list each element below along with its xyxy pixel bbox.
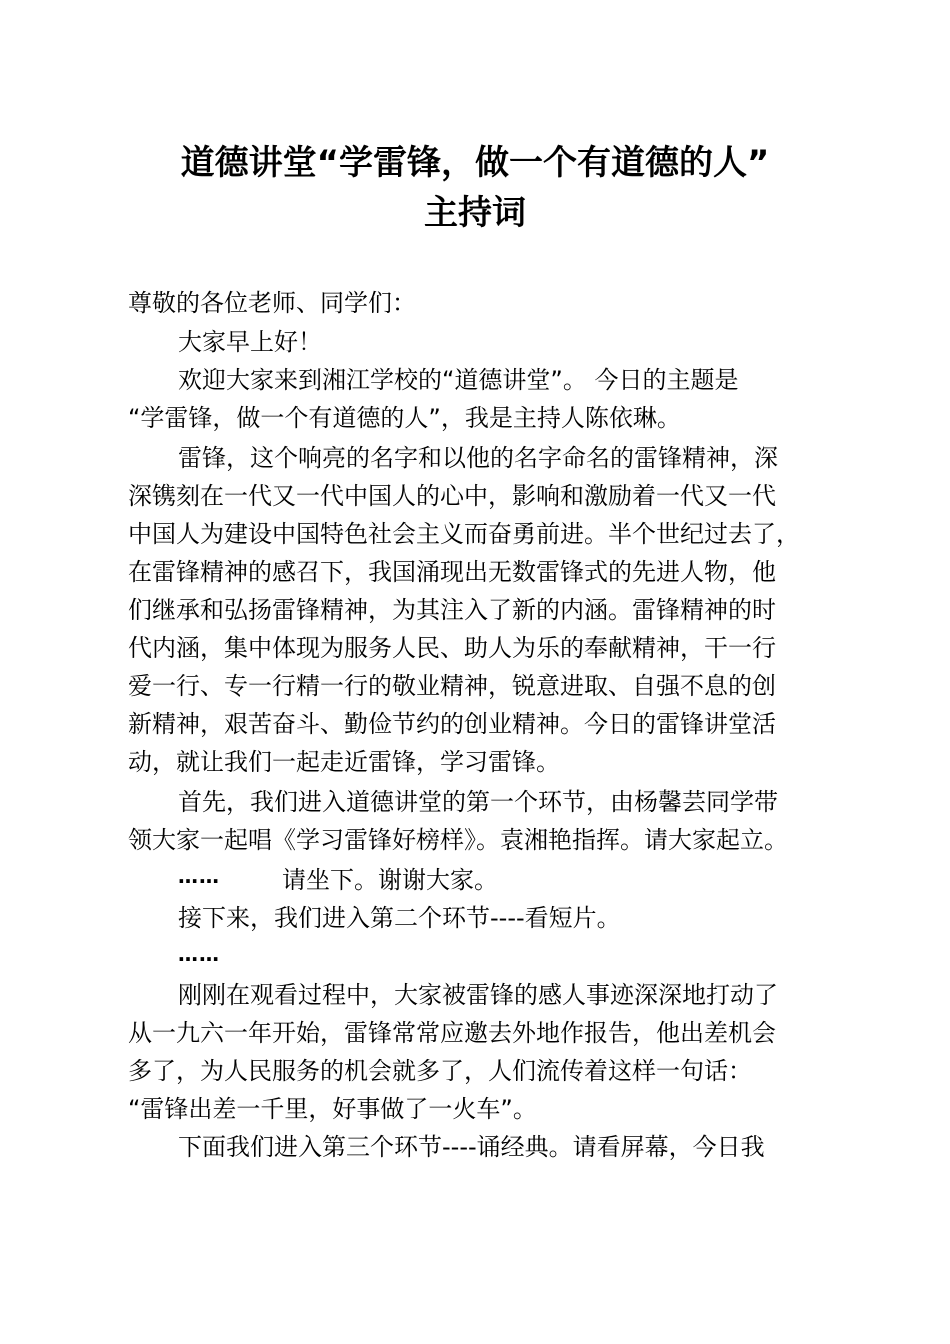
- paragraph-line: 接下来，我们进入第二个环节----看短片。: [178, 904, 621, 932]
- document-title-line-1: 道德讲堂“学雷锋，做一个有道德的人”: [180, 143, 770, 183]
- paragraph-line: 首先，我们进入道德讲堂的第一个环节，由杨馨芸同学带: [178, 788, 778, 816]
- paragraph-line: 刚刚在观看过程中，大家被雷锋的感人事迹深深地打动了: [178, 981, 778, 1009]
- paragraph-line: 爱一行、专一行精一行的敬业精神，锐意进取、自强不息的创: [128, 672, 776, 700]
- paragraph-line: 深镌刻在一代又一代中国人的心中，影响和激励着一代又一代: [128, 482, 776, 510]
- paragraph-line: 领大家一起唱《学习雷锋好榜样》。袁湘艳指挥。请大家起立。: [128, 826, 788, 854]
- paragraph-line: 们继承和弘扬雷锋精神，为其注入了新的内涵。雷锋精神的时: [128, 596, 776, 624]
- paragraph-line: 欢迎大家来到湘江学校的“道德讲堂”。 今日的主题是: [178, 366, 739, 394]
- ellipsis-mark: ……: [178, 864, 220, 888]
- paragraph-line: 动，就让我们一起走近雷锋，学习雷锋。: [128, 748, 560, 776]
- paragraph-line: 在雷锋精神的感召下，我国涌现出无数雷锋式的先进人物，他: [128, 558, 776, 586]
- paragraph-line: “学雷锋，做一个有道德的人”，我是主持人陈依琳。: [128, 404, 681, 432]
- paragraph-line: “雷锋出差一千里，好事做了一火车”。: [128, 1095, 537, 1123]
- paragraph-line: 从一九六一年开始，雷锋常常应邀去外地作报告，他出差机会: [128, 1019, 776, 1047]
- paragraph-line: 代内涵，集中体现为服务人民、助人为乐的奉献精神，干一行: [128, 634, 776, 662]
- greeting-line: 大家早上好！: [178, 328, 322, 356]
- paragraph-line: 雷锋，这个响亮的名字和以他的名字命名的雷锋精神，深: [178, 444, 778, 472]
- paragraph-line: 下面我们进入第三个环节----诵经典。请看屏幕，今日我: [178, 1133, 765, 1161]
- salutation: 尊敬的各位老师、同学们：: [128, 289, 416, 317]
- paragraph-line: 请坐下。谢谢大家。: [282, 866, 498, 894]
- ellipsis-mark: ……: [178, 942, 220, 966]
- document-title-line-2: 主持词: [424, 193, 526, 233]
- paragraph-line: 多了，为人民服务的机会就多了，人们流传着这样一句话：: [128, 1057, 752, 1085]
- paragraph-line: 新精神，艰苦奋斗、勤俭节约的创业精神。今日的雷锋讲堂活: [128, 710, 776, 738]
- paragraph-line: 中国人为建设中国特色社会主义而奋勇前进。半个世纪过去了，: [128, 520, 800, 548]
